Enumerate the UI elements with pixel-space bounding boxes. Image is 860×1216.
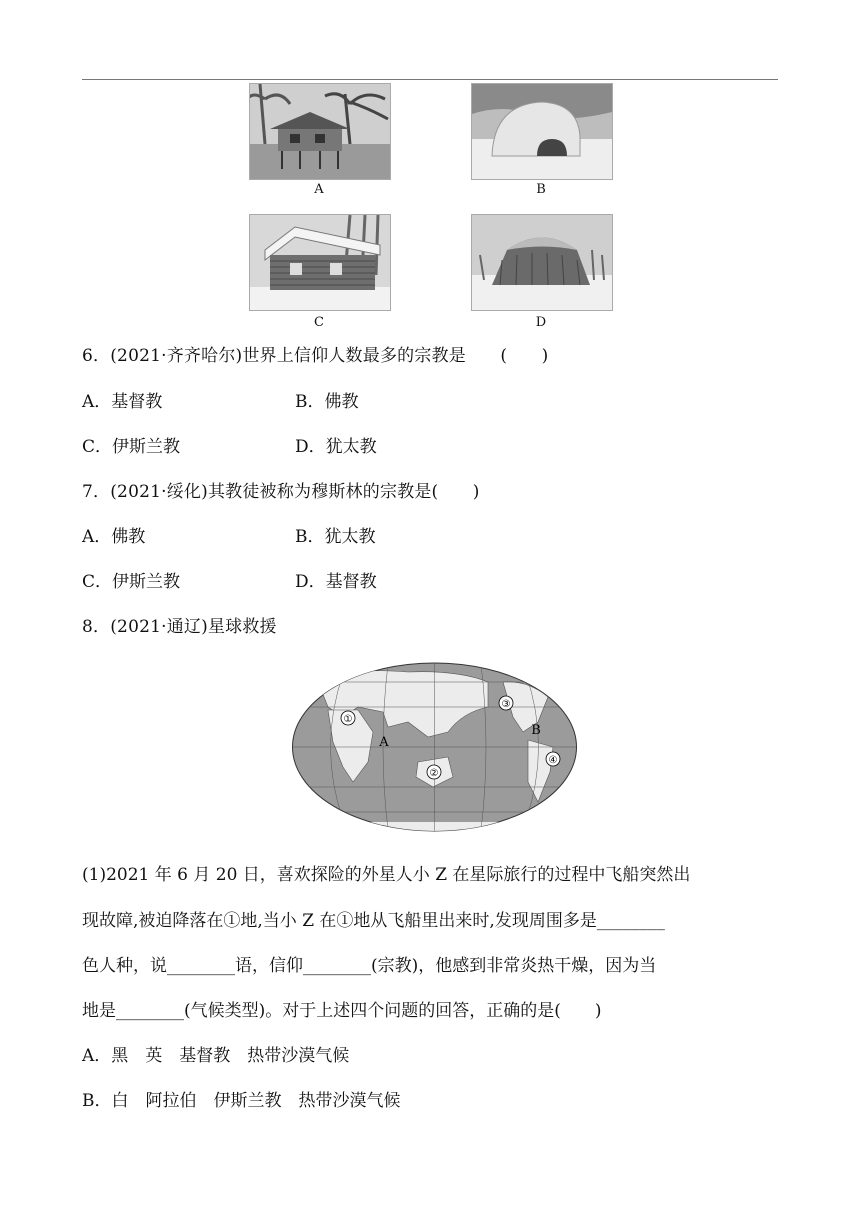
q6-option-d[interactable]: D．犹太教 <box>295 437 377 457</box>
photo-stilt-house <box>249 83 391 180</box>
q7-option-c[interactable]: C．伊斯兰教 <box>82 572 181 592</box>
q8-sub1-option-a[interactable]: A．黑 英 基督教 热带沙漠气候 <box>82 1046 350 1066</box>
photo-yurt <box>471 214 613 311</box>
q8-sub1-line-3: 色人种，说________语，信仰________(宗教)，他感到非常炎热干燥，因为当 <box>82 956 657 976</box>
q6-option-b[interactable]: B．佛教 <box>295 392 359 412</box>
photo-log-cabin <box>249 214 391 311</box>
world-map <box>288 652 581 837</box>
map-mark-4: ④ <box>548 755 558 766</box>
q7-option-b[interactable]: B．犹太教 <box>295 527 376 547</box>
map-mark-1: ① <box>343 714 353 725</box>
map-mark-b: B <box>531 723 541 738</box>
photo-caption: B <box>536 182 546 197</box>
photo-caption: D <box>535 315 547 330</box>
question-8-stem: 8．(2021·通辽)星球救援 <box>82 617 277 637</box>
q8-sub1-line-4: 地是________(气候类型)。对于上述四个问题的回答，正确的是( ) <box>82 1001 602 1021</box>
q6-option-a[interactable]: A．基督教 <box>82 392 163 412</box>
map-mark-a: A <box>379 735 389 750</box>
photo-caption: A <box>314 182 324 197</box>
map-mark-2: ② <box>429 768 439 779</box>
q8-sub1-line-2: 现故障,被迫降落在①地,当小 Z 在①地从飞船里出来时,发现周围多是________ <box>82 911 665 931</box>
q6-option-c[interactable]: C．伊斯兰教 <box>82 437 181 457</box>
photo-caption: C <box>314 315 324 330</box>
map-mark-3: ③ <box>501 699 511 710</box>
q7-option-d[interactable]: D．基督教 <box>295 572 377 592</box>
header-rule <box>82 79 778 80</box>
q8-sub1-option-b[interactable]: B．白 阿拉伯 伊斯兰教 热带沙漠气候 <box>82 1091 401 1111</box>
question-6-stem: 6．(2021·齐齐哈尔)世界上信仰人数最多的宗教是 ( ) <box>82 346 549 366</box>
photo-igloo <box>471 83 613 180</box>
q8-sub1-line-1: (1)2021 年 6 月 20 日，喜欢探险的外星人小 Z 在星际旅行的过程中飞船突然出 <box>82 865 691 885</box>
q7-option-a[interactable]: A．佛教 <box>82 527 146 547</box>
question-7-stem: 7．(2021·绥化)其教徒被称为穆斯林的宗教是( ) <box>82 482 480 502</box>
